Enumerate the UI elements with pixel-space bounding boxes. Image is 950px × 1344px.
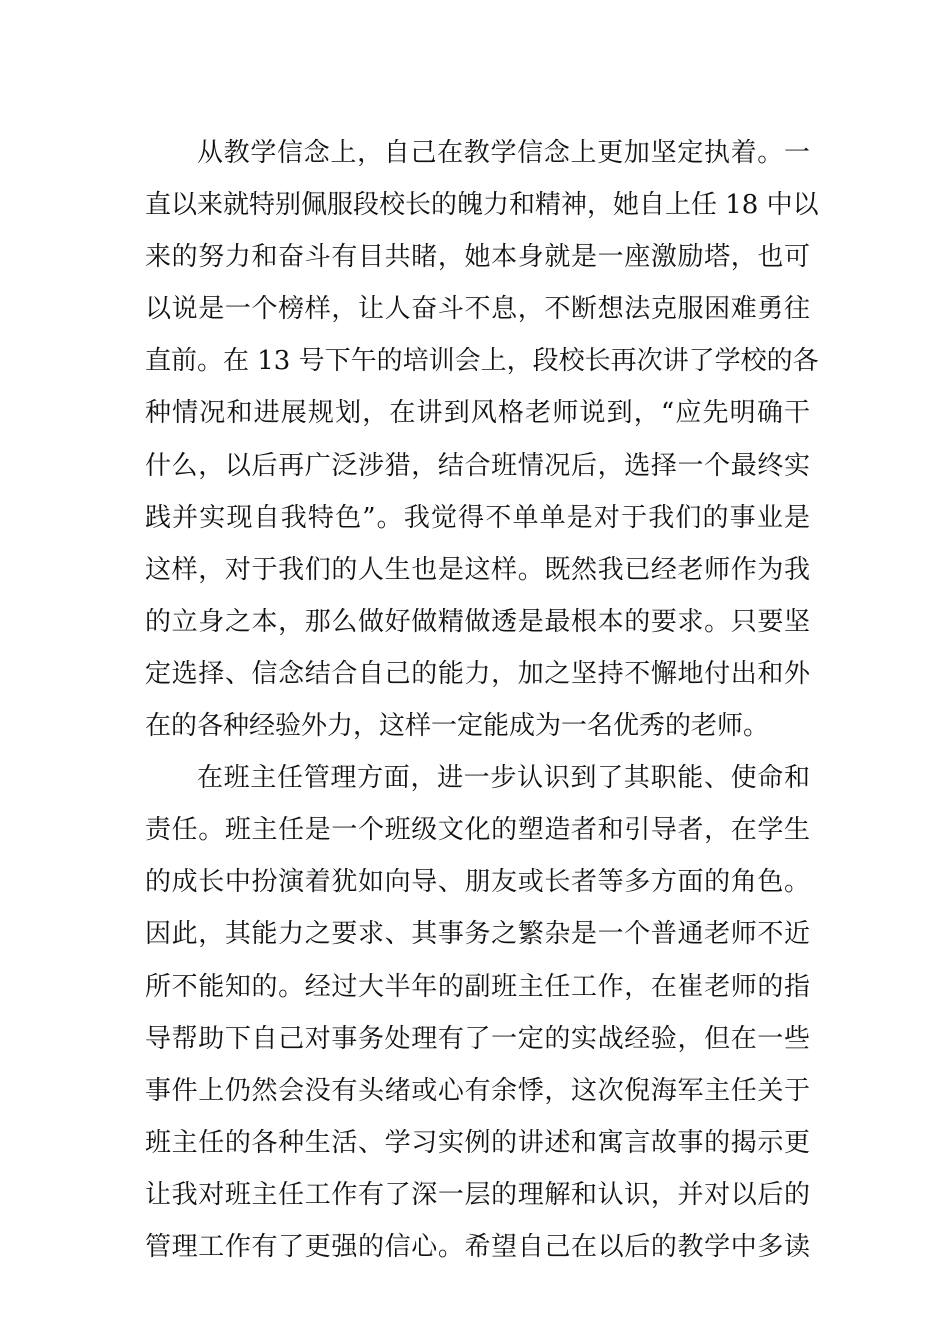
text-line: 责任。班主任是一个班级文化的塑造者和引导者，在学生 — [145, 815, 810, 846]
text-line: 什么，以后再广泛涉猎，结合班情况后，选择一个最终实 — [145, 450, 810, 481]
text-line: 让我对班主任工作有了深一层的理解和认识，并对以后的 — [145, 1179, 810, 1210]
text-line: 在班主任管理方面，进一步认识到了其职能、使命和 — [197, 763, 810, 794]
text-line: 在的各种经验外力，这样一定能成为一名优秀的老师。 — [145, 711, 770, 742]
text-line: 种情况和进展规划，在讲到风格老师说到，“应先明确干 — [145, 398, 810, 429]
document-body — [145, 127, 819, 1273]
text-line: 事件上仍然会没有头绪或心有余悸，这次倪海军主任关于 — [145, 1075, 810, 1106]
text-line: 班主任的各种生活、学习实例的讲述和寓言故事的揭示更 — [145, 1127, 810, 1158]
text-line: 以说是一个榜样，让人奋斗不息，不断想法克服困难勇往 — [145, 294, 810, 325]
text-line: 践并实现自我特色”。我觉得不单单是对于我们的事业是 — [145, 502, 810, 533]
text-line: 导帮助下自己对事务处理有了一定的实战经验，但在一些 — [145, 1023, 810, 1054]
text-line: 直以来就特别佩服段校长的魄力和精神，她自上任 18 中以 — [145, 190, 819, 221]
text-line: 定选择、信念结合自己的能力，加之坚持不懈地付出和外 — [145, 658, 810, 689]
text-line: 所不能知的。经过大半年的副班主任工作，在崔老师的指 — [145, 971, 810, 1002]
text-line: 来的努力和奋斗有目共睹，她本身就是一座激励塔，也可 — [145, 242, 810, 273]
text-line: 这样，对于我们的人生也是这样。既然我已经老师作为我 — [145, 554, 810, 585]
text-line: 的立身之本，那么做好做精做透是最根本的要求。只要坚 — [145, 606, 810, 637]
text-line: 直前。在 13 号下午的培训会上，段校长再次讲了学校的各 — [145, 346, 819, 377]
text-line: 因此，其能力之要求、其事务之繁杂是一个普通老师不近 — [145, 919, 810, 950]
text-line: 管理工作有了更强的信心。希望自己在以后的教学中多读 — [145, 1231, 810, 1262]
text-line: 的成长中扮演着犹如向导、朋友或长者等多方面的角色。 — [145, 867, 810, 898]
text-line: 从教学信念上，自己在教学信念上更加坚定执着。一 — [197, 138, 810, 168]
